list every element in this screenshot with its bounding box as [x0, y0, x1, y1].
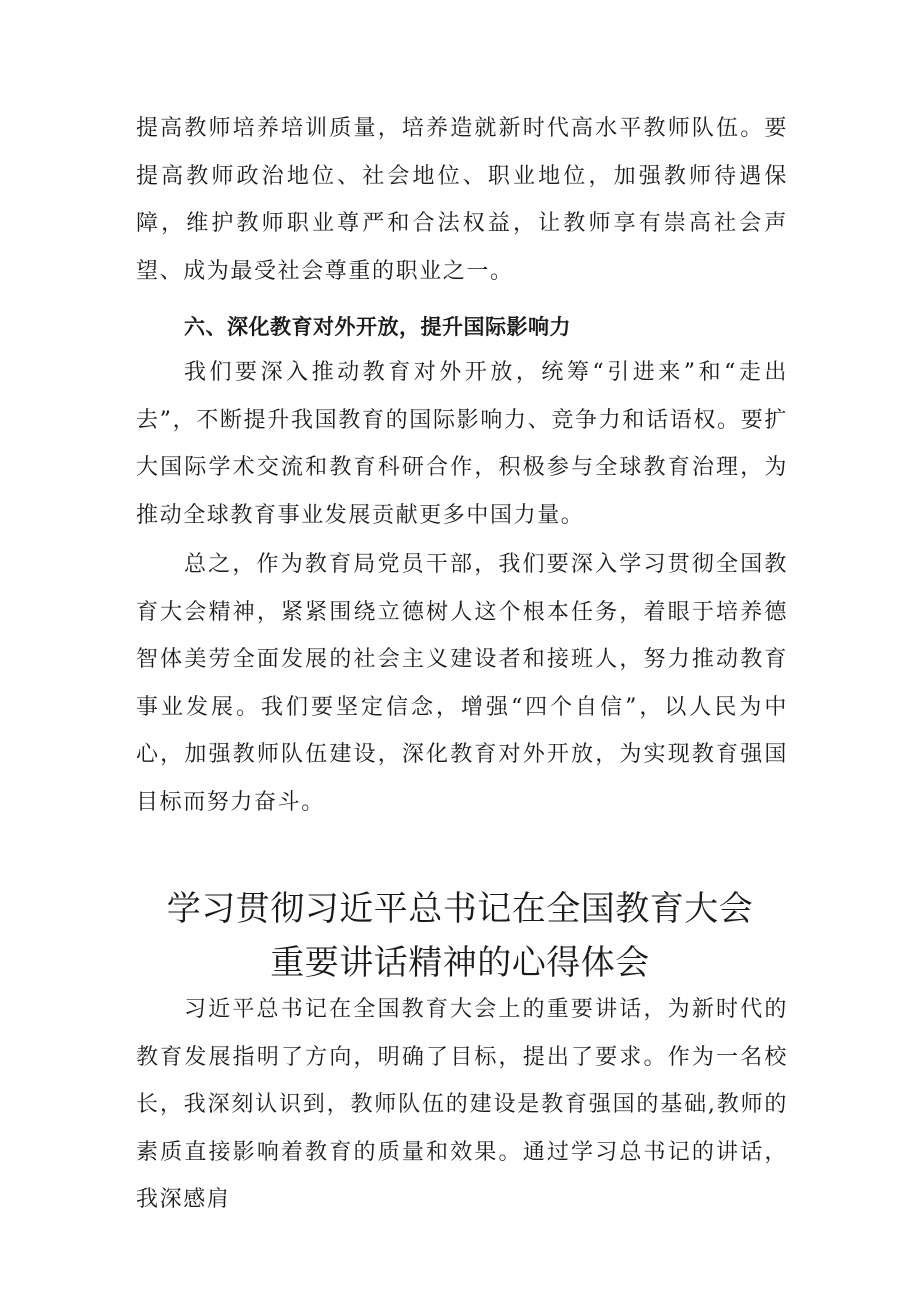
- continued-paragraph: 提高教师培养培训质量，培养造就新时代高水平教师队伍。要提高教师政治地位、社会地位、职业地位，加强教师待遇保障，维护教师职业尊严和合法权益，让教师享有崇高社会声望、成为最受社会尊重的职业之一。: [136, 116, 788, 284]
- section-paragraph: 我们要深入推动教育对外开放，统筹“引进来”和“走出去”，不断提升我国教育的国际影响力、竞争力和话语权。要扩大国际学术交流和教育科研合作，积极参与全球教育治理，为推动全球教育事业发展贡献更多中国力量。: [136, 360, 788, 528]
- article-title: 学习贯彻习近平总书记在全国教育大会重要讲话精神的心得体会: [166, 889, 754, 983]
- section-heading: 六、深化教育对外开放，提升国际影响力: [184, 315, 571, 339]
- conclusion-paragraph: 总之，作为教育局党员干部，我们要深入学习贯彻全国教育大会精神，紧紧围绕立德树人这个根本任务，着眼于培养德智体美劳全面发展的社会主义建设者和接班人，努力推动教育事业发展。我们要坚定信念，增强“四个自信”，以人民为中心，加强教师队伍建设，深化教育对外开放，为实现教育强国目标而努力奋斗。: [136, 552, 788, 815]
- article-intro-paragraph: 习近平总书记在全国教育大会上的重要讲话，为新时代的教育发展指明了方向，明确了目标，提出了要求。作为一名校长，我深刻认识到，教师队伍的建设是教育强国的基础,教师的素质直接影响着教育的质量和效果。通过学习总书记的讲话，我深感肩: [136, 997, 788, 1212]
